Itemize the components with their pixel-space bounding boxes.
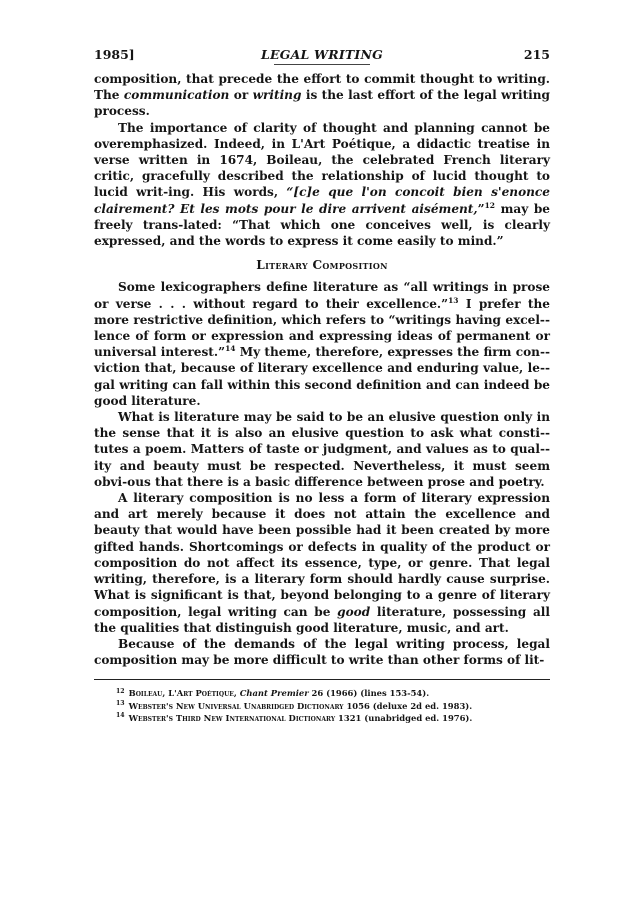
running-header bbox=[94, 47, 550, 65]
section-heading: Literary Composition bbox=[256, 258, 388, 273]
paragraph-2-quote-close: ” bbox=[477, 201, 485, 216]
paragraph-2-quote: “[c]e que l'on concoit bien s'enonce clairement? Et les mots pour le dire arrivent aisément, bbox=[94, 185, 550, 216]
footnote-author: Boileau bbox=[128, 688, 163, 699]
header-title: LEGAL WRITING bbox=[261, 47, 383, 62]
footnote-work: L'Art Poétique bbox=[168, 688, 234, 699]
footnote-divider bbox=[94, 679, 550, 680]
footnotes bbox=[94, 687, 550, 724]
page-number: 215 bbox=[523, 47, 550, 62]
page bbox=[94, 47, 550, 724]
footnote-ref-13: 13 bbox=[448, 295, 459, 305]
paragraph-5-italic: good bbox=[337, 604, 371, 619]
paragraph-2-text-b: may be freely trans-lated: “That which one conceives well, is clearly expressed, and the words to express it come easily to mind.” bbox=[94, 201, 550, 249]
footnote-number: 13 bbox=[116, 699, 125, 707]
paragraph-1-italic-b: writing bbox=[252, 88, 302, 103]
footnote-ref-14: 14 bbox=[225, 344, 236, 354]
paragraph-3 bbox=[94, 279, 550, 409]
paragraph-1-text-b: or bbox=[229, 88, 253, 103]
paragraph-3-text-b: I prefer the more restrictive definition, which refers to “writings having excel-lence of form or expression and expressing ideas of permanent or universal interest.” bbox=[94, 296, 551, 360]
paragraph-5-text-b: literature, possessing all the qualities that distinguish good literature, music, and art. bbox=[94, 604, 550, 635]
footnote-14 bbox=[94, 712, 550, 724]
paragraph-1-text-c: is the last effort of the legal writing process. bbox=[94, 88, 550, 119]
paragraph-3-text-a: Some lexicographers define literature as “all writings in prose or verse . . . without regard to their excellence.” bbox=[94, 280, 550, 311]
footnote-number: 14 bbox=[116, 711, 125, 719]
body-text bbox=[94, 71, 550, 668]
header-rule bbox=[274, 64, 370, 65]
footnote-ref-12: 12 bbox=[484, 200, 496, 210]
footnote-italic-title: Chant Premier bbox=[239, 688, 309, 699]
paragraph-5 bbox=[94, 490, 550, 636]
paragraph-5-text-a: A literary composition is no less a form of literary expression and art merely because it does not attain the excellence and beauty that would have been possible had it been created by more gifted hands. Shortcomings or defects in quality of the product or composition do not affect its essence, type, or genre. That legal writing, therefore, is a literary form should hardly cause surprise. What is significant is that, beyond belonging to a genre of literary composition, legal writing can be bbox=[94, 491, 550, 619]
paragraph-4: What is literature may be said to be an elusive question only in the sense that it is also an elusive question to ask what consti-tutes a poem. Matters of taste or judgment, and values as to qual-ity and beauty must be respected. Nevertheless, it must seem obvi-ous that there is a basic difference between prose and poetry. bbox=[94, 410, 550, 489]
footnote-12: $^{12}$ Boileau, L'Art Poétique, Chant Premier 26 (1966) (lines 153-54). bbox=[116, 687, 430, 699]
footnote-author: Webster's Third New International Dictionary bbox=[128, 712, 336, 723]
footnote-rest: 1321 (unabridged ed. 1976). bbox=[335, 712, 473, 723]
footnote-number: 12 bbox=[116, 687, 125, 695]
paragraph-1 bbox=[94, 71, 550, 120]
paragraph-2 bbox=[94, 120, 550, 250]
footnote-13 bbox=[94, 700, 550, 712]
footnote-rest: 1056 (deluxe 2d ed. 1983). bbox=[343, 700, 473, 711]
paragraph-2-text-a: The importance of clarity of thought and planning cannot be overemphasized. Indeed, in L'Art Poétique, a didactic treatise in verse written in 1674, Boileau, the celebrated French literary critic, gracefully described the relationship of lucid thought to lucid writ-ing. His words, bbox=[94, 120, 550, 200]
paragraph-1-italic-a: communication bbox=[123, 88, 230, 103]
footnote-rest: 26 (1966) (lines 153-54). bbox=[308, 688, 430, 699]
paragraph-6: Because of the demands of the legal writing process, legal composition may be more difficult to write than other forms of lit- bbox=[94, 636, 550, 668]
header-year: 1985] bbox=[94, 47, 135, 62]
footnote-author: Webster's New Universal Unabridged Dictionary bbox=[128, 700, 344, 711]
paragraph-1-text-a: composition, that precede the effort to commit thought to writing. The bbox=[94, 72, 550, 103]
paragraph-3-text-c: My theme, therefore, expresses the firm con-viction that, because of literary excellence and enduring value, le-gal writing can fall within this second definition and can indeed be good literature. bbox=[94, 345, 550, 408]
